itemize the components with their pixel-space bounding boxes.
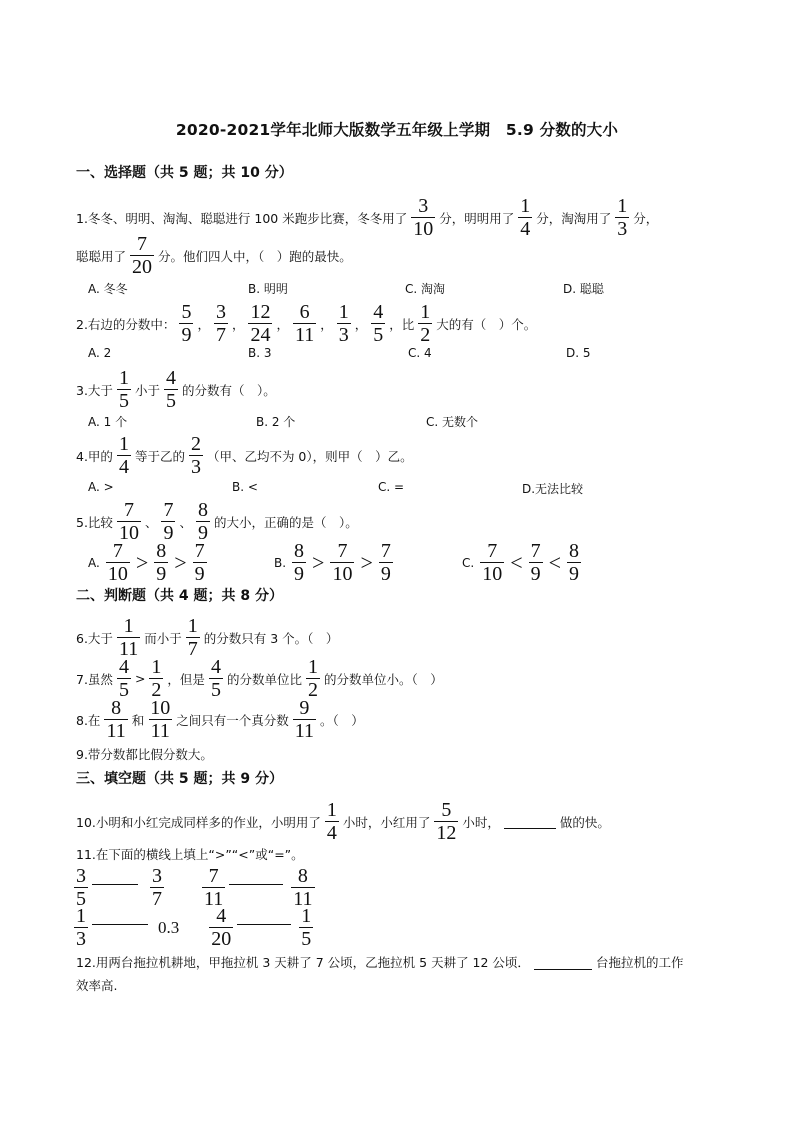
option-a[interactable]: A. 2 bbox=[88, 346, 112, 360]
fraction: $\frac{1}{3}$ bbox=[617, 195, 628, 240]
fraction: $\frac{1}{5}$ bbox=[301, 905, 312, 950]
option-b[interactable]: B. 3 bbox=[248, 346, 272, 360]
option-b[interactable]: B. 2 个 bbox=[256, 415, 296, 429]
option-a[interactable]: A. $\frac{7}{10}$ > $\frac{8}{9}$ > $\frac{7}{9}$ bbox=[88, 540, 205, 585]
fraction: $\frac{4}{5}$ bbox=[118, 656, 129, 701]
fraction: $\frac{2}{3}$ bbox=[190, 433, 201, 478]
fraction: $\frac{3}{10}$ bbox=[413, 195, 434, 240]
fraction: $\frac{8}{9}$ bbox=[156, 540, 167, 585]
fraction: $\frac{3}{7}$ bbox=[215, 301, 226, 346]
question-2: 2.右边的分数中： $\frac{5}{9}$ ， $\frac{3}{7}$ ， $\frac{12}{24}$ ， $\frac{6}{11}$ ， $\frac{1}{3}$ ， $\frac{4}{5}$ ，比 $\frac{1}{2}$ 大的有（ ）个。 bbox=[76, 301, 537, 346]
fraction: $\frac{7}{10}$ bbox=[118, 499, 139, 544]
fraction: $\frac{6}{11}$ bbox=[294, 301, 315, 346]
question-11-row-1 bbox=[74, 866, 319, 909]
fraction: $\frac{9}{11}$ bbox=[294, 697, 314, 742]
question-12: 12.用两台拖拉机耕地，甲拖拉机 3 天耕了 7 公顷，乙拖拉机 5 天耕了 12 公顷． 台拖拉机的工作 bbox=[76, 955, 684, 970]
option-a[interactable]: A. 冬冬 bbox=[88, 282, 128, 296]
fraction: $\frac{1}{5}$ bbox=[118, 367, 129, 412]
fraction: $\frac{7}{20}$ bbox=[132, 233, 153, 278]
fraction: $\frac{10}{11}$ bbox=[150, 697, 171, 742]
fraction: $\frac{7}{9}$ bbox=[380, 540, 391, 585]
compare-blank[interactable] bbox=[92, 884, 138, 885]
option-d[interactable]: D. 聪聪 bbox=[563, 282, 604, 296]
fraction: $\frac{1}{4}$ bbox=[118, 433, 129, 478]
question-5: 5.比较 $\frac{7}{10}$ 、 $\frac{7}{9}$ 、 $\frac{8}{9}$ 的大小，正确的是（ ）。 bbox=[76, 499, 358, 544]
fraction: $\frac{12}{24}$ bbox=[250, 301, 271, 346]
option-a[interactable]: A. > bbox=[88, 480, 114, 494]
fraction: $\frac{7}{10}$ bbox=[107, 540, 128, 585]
question-7: 7.虽然 $\frac{4}{5}$ > $\frac{1}{2}$ ，但是 $\frac{4}{5}$ 的分数单位比 $\frac{1}{2}$ 的分数单位小。（ ） bbox=[76, 656, 443, 701]
fraction: $\frac{1}{3}$ bbox=[338, 301, 349, 346]
question-12-cont: 效率高. bbox=[76, 978, 118, 993]
fraction: $\frac{7}{11}$ bbox=[204, 865, 224, 910]
question-1-options bbox=[88, 280, 728, 298]
question-1-cont: 聪聪用了 $\frac{7}{20}$ 分。他们四人中，（ ）跑的最快。 bbox=[76, 233, 352, 278]
fraction: $\frac{7}{10}$ bbox=[332, 540, 353, 585]
option-c[interactable]: C. 淘淘 bbox=[405, 282, 446, 296]
compare-blank[interactable] bbox=[229, 884, 283, 885]
fraction: $\frac{1}{4}$ bbox=[326, 799, 337, 844]
option-b[interactable]: B. 明明 bbox=[248, 282, 288, 296]
compare-blank[interactable] bbox=[237, 924, 291, 925]
option-b[interactable]: B. < bbox=[232, 480, 258, 494]
fraction: $\frac{1}{2}$ bbox=[151, 656, 162, 701]
fraction: $\frac{8}{9}$ bbox=[294, 540, 305, 585]
question-8: 8.在 $\frac{8}{11}$ 和 $\frac{10}{11}$ 之间只有一个真分数 $\frac{9}{11}$ 。（ ） bbox=[76, 697, 364, 742]
question-1: 1.冬冬、明明、淘淘、聪聪进行 100 米跑步比赛，冬冬用了 $\frac{3}{10}$ 分，明明用了 $\frac{1}{4}$ 分，淘淘用了 $\frac{1}{3}$ 分， bbox=[76, 195, 659, 240]
fraction: $\frac{4}{20}$ bbox=[211, 905, 232, 950]
option-c[interactable]: C. 无数个 bbox=[426, 415, 479, 429]
question-2-options bbox=[88, 346, 728, 364]
fraction: $\frac{4}{5}$ bbox=[165, 367, 176, 412]
fraction: $\frac{3}{7}$ bbox=[152, 865, 162, 910]
option-b[interactable]: B. $\frac{8}{9}$ > $\frac{7}{10}$ > $\frac{7}{9}$ bbox=[274, 540, 391, 585]
option-d[interactable]: D. 5 bbox=[566, 346, 591, 360]
fraction: $\frac{1}{7}$ bbox=[187, 615, 198, 660]
question-11-row-2 bbox=[74, 906, 317, 949]
question-4: 4.甲的 $\frac{1}{4}$ 等于乙的 $\frac{2}{3}$ （甲、乙均不为 0），则甲（ ）乙。 bbox=[76, 433, 413, 478]
answer-blank[interactable] bbox=[504, 814, 556, 829]
question-9: 9.带分数都比假分数大。 bbox=[76, 747, 213, 762]
fraction: $\frac{8}{9}$ bbox=[569, 540, 580, 585]
question-3-options bbox=[88, 413, 728, 431]
fraction: $\frac{7}{9}$ bbox=[530, 540, 541, 585]
fraction: $\frac{8}{11}$ bbox=[106, 697, 126, 742]
fraction: $\frac{1}{4}$ bbox=[520, 195, 531, 240]
question-4-options bbox=[88, 480, 728, 498]
question-6: 6.大于 $\frac{1}{11}$ 而小于 $\frac{1}{7}$ 的分数只有 3 个。（ ） bbox=[76, 615, 339, 660]
question-10: 10.小明和小红完成同样多的作业，小明用了 $\frac{1}{4}$ 小时，小红用了 $\frac{5}{12}$ 小时， 做的快。 bbox=[76, 799, 610, 844]
fraction: $\frac{3}{5}$ bbox=[76, 865, 86, 910]
fraction: $\frac{1}{2}$ bbox=[420, 301, 431, 346]
fraction: $\frac{7}{9}$ bbox=[194, 540, 205, 585]
option-c[interactable]: C. 4 bbox=[408, 346, 432, 360]
fraction: $\frac{5}{12}$ bbox=[436, 799, 457, 844]
option-c[interactable]: C. = bbox=[378, 480, 405, 494]
page-title: 2020-2021学年北师大版数学五年级上学期 5.9 分数的大小 bbox=[175, 121, 619, 139]
compare-blank[interactable] bbox=[92, 924, 148, 925]
section-heading-fill-in: 三、填空题（共 5 题；共 9 分） bbox=[76, 771, 283, 787]
fraction: $\frac{4}{5}$ bbox=[210, 656, 221, 701]
question-11: 11.在下面的横线上填上“>”“<”或“=”。 bbox=[76, 847, 304, 862]
fraction: $\frac{8}{9}$ bbox=[197, 499, 208, 544]
fraction: $\frac{1}{3}$ bbox=[76, 905, 86, 950]
option-c[interactable]: C. $\frac{7}{10}$ < $\frac{7}{9}$ < $\frac{8}{9}$ bbox=[462, 540, 580, 585]
answer-blank[interactable] bbox=[534, 955, 592, 970]
option-d[interactable]: D.无法比较 bbox=[522, 482, 584, 496]
fraction: $\frac{5}{9}$ bbox=[181, 301, 192, 346]
fraction: $\frac{7}{9}$ bbox=[163, 499, 174, 544]
question-3: 3.大于 $\frac{1}{5}$ 小于 $\frac{4}{5}$ 的分数有（ ）。 bbox=[76, 367, 276, 412]
section-heading-choice: 一、选择题（共 5 题；共 10 分） bbox=[76, 165, 293, 181]
fraction: $\frac{1}{11}$ bbox=[118, 615, 139, 660]
fraction: $\frac{7}{10}$ bbox=[482, 540, 503, 585]
decimal-value: 0.3 bbox=[158, 917, 180, 937]
fraction: $\frac{8}{11}$ bbox=[293, 865, 313, 910]
option-a[interactable]: A. 1 个 bbox=[88, 415, 128, 429]
section-heading-judgement: 二、判断题（共 4 题；共 8 分） bbox=[76, 588, 283, 604]
fraction: $\frac{4}{5}$ bbox=[373, 301, 384, 346]
fraction: $\frac{1}{2}$ bbox=[307, 656, 318, 701]
